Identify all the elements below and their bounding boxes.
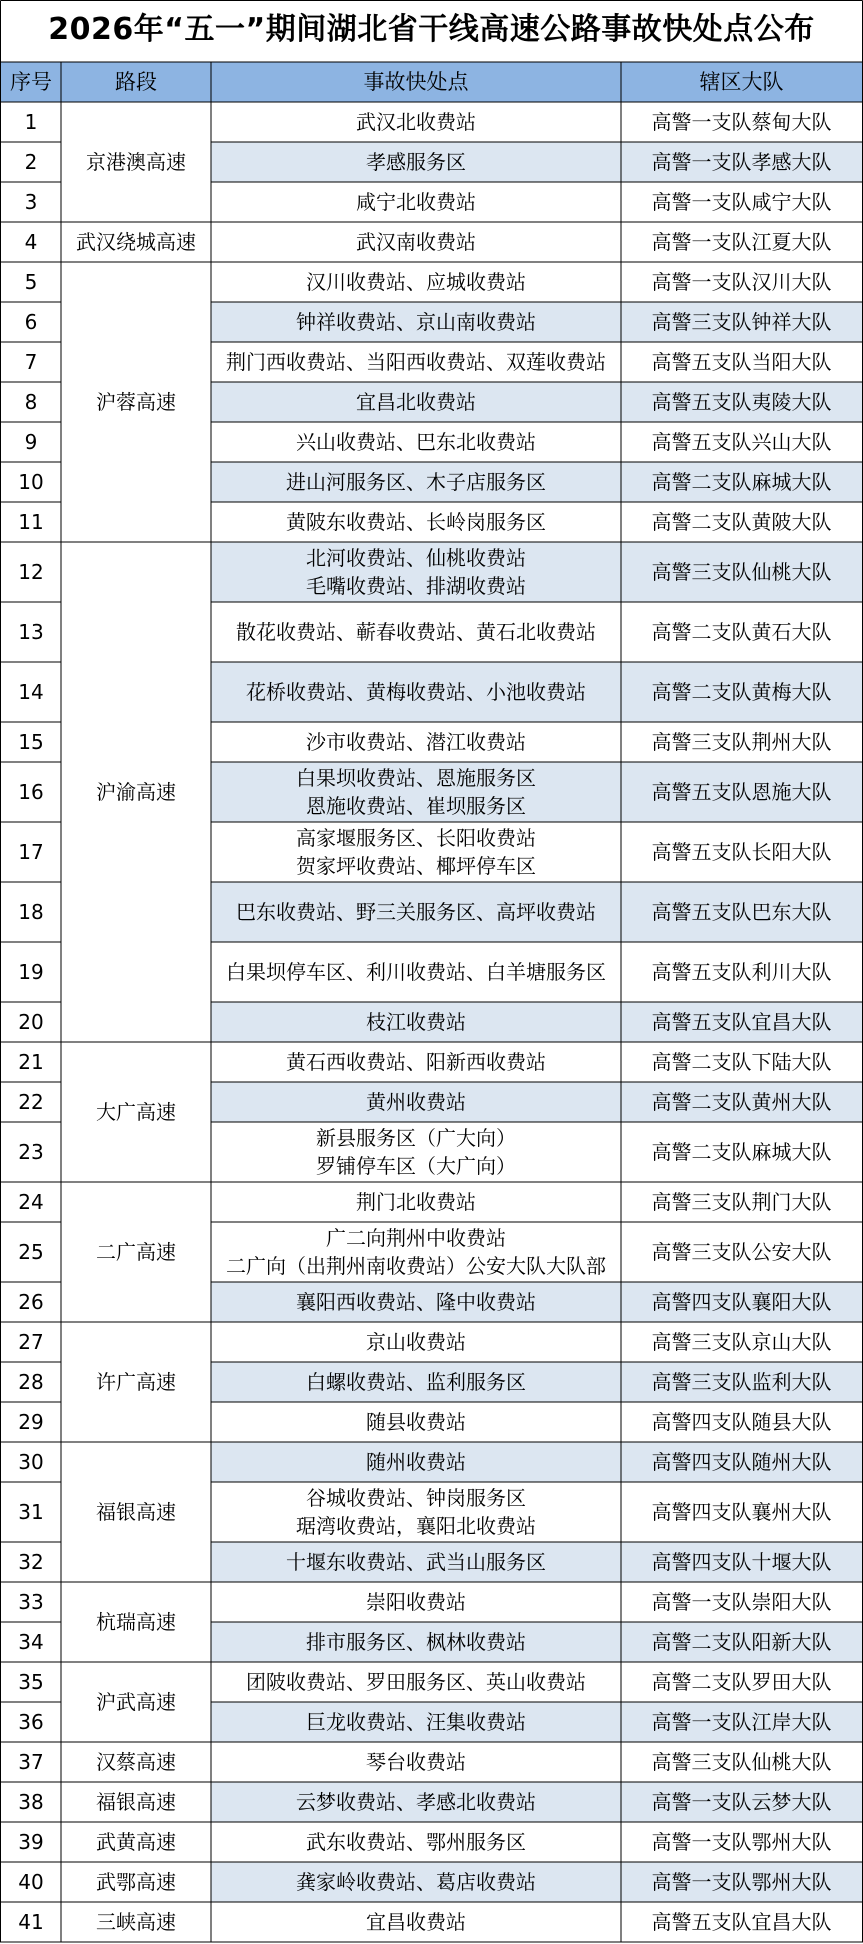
jurisdiction-team: 高警五支队夷陵大队	[621, 382, 862, 422]
accident-point-line: 沙市收费站、潜江收费站	[306, 730, 526, 754]
road-segment: 许广高速	[96, 1370, 176, 1394]
accident-point	[211, 1442, 621, 1482]
accident-point	[211, 1702, 621, 1742]
road-segment: 武汉绕城高速	[76, 230, 196, 254]
accident-point	[211, 422, 621, 462]
accident-point	[211, 722, 621, 762]
accident-point-line: 云梦收费站、孝感北收费站	[296, 1790, 536, 1814]
jurisdiction-team: 高警二支队下陆大队	[651, 1050, 832, 1074]
accident-point-line: 武汉南收费站	[356, 230, 476, 254]
accident-point-line: 随县收费站	[366, 1410, 466, 1434]
road-segment: 福银高速	[96, 1500, 176, 1524]
accident-point-line: 排市服务区、枫林收费站	[306, 1630, 526, 1654]
accident-point	[211, 882, 621, 942]
accident-point-line: 团陂收费站、罗田服务区、英山收费站	[246, 1670, 586, 1694]
accident-point	[211, 942, 621, 1002]
jurisdiction-team: 高警一支队鄂州大队	[621, 1862, 862, 1902]
accident-point-line: 谷城收费站、钟岗服务区	[306, 1486, 526, 1510]
accident-point-line: 巨龙收费站、汪集收费站	[306, 1710, 526, 1734]
road-segment: 武鄂高速	[96, 1870, 176, 1894]
accident-point-line: 恩施收费站、崔坝服务区	[306, 794, 526, 818]
row-number: 29	[18, 1410, 44, 1434]
accident-point	[211, 1182, 621, 1222]
accident-point	[211, 302, 621, 342]
jurisdiction-team: 高警二支队罗田大队	[651, 1670, 832, 1694]
jurisdiction-team: 高警一支队江夏大队	[651, 230, 832, 254]
accident-point	[211, 1042, 621, 1082]
row-number: 16	[18, 780, 44, 804]
accident-point	[211, 762, 621, 822]
road-segment: 三峡高速	[96, 1910, 176, 1934]
row-number: 33	[18, 1590, 44, 1614]
accident-point-line: 白果坝收费站、恩施服务区	[296, 766, 536, 790]
jurisdiction-team: 高警五支队恩施大队	[621, 762, 862, 822]
row-number: 41	[18, 1910, 44, 1934]
row-number: 40	[18, 1870, 44, 1894]
accident-point	[211, 1482, 621, 1542]
accident-point	[211, 102, 621, 142]
row-number: 17	[18, 840, 44, 864]
jurisdiction-team: 高警五支队宜昌大队	[651, 1910, 832, 1934]
accident-point	[211, 502, 621, 542]
row-number: 31	[18, 1500, 44, 1524]
accident-point-line: 进山河服务区、木子店服务区	[286, 470, 546, 494]
road-segment: 汉蔡高速	[96, 1750, 176, 1774]
row-number: 2	[24, 150, 38, 174]
jurisdiction-team: 高警二支队麻城大队	[651, 1140, 832, 1164]
jurisdiction-team: 高警一支队孝感大队	[621, 142, 862, 182]
accident-point-line: 白果坝停车区、利川收费站、白羊塘服务区	[226, 960, 606, 984]
accident-point-line: 龚家岭收费站、葛店收费站	[296, 1870, 536, 1894]
accident-point-line: 钟祥收费站、京山南收费站	[296, 310, 536, 334]
row-number: 11	[18, 510, 44, 534]
accident-point-line: 贺家坪收费站、椰坪停车区	[296, 854, 536, 878]
row-number: 6	[24, 310, 38, 334]
header-road: 路段	[61, 62, 211, 102]
jurisdiction-team: 高警二支队麻城大队	[621, 462, 862, 502]
jurisdiction-team: 高警四支队十堰大队	[621, 1542, 862, 1582]
accident-point	[211, 1122, 621, 1182]
accident-point	[211, 222, 621, 262]
jurisdiction-team: 高警三支队荆州大队	[651, 730, 832, 754]
road-segment: 福银高速	[96, 1790, 176, 1814]
row-number: 20	[18, 1010, 44, 1034]
header-team: 辖区大队	[621, 62, 862, 102]
row-number: 38	[18, 1790, 44, 1814]
accident-point-line: 广二向荆州中收费站	[326, 1226, 506, 1250]
jurisdiction-team: 高警一支队鄂州大队	[651, 1830, 832, 1854]
row-number: 39	[18, 1830, 44, 1854]
jurisdiction-team: 高警五支队宜昌大队	[621, 1002, 862, 1042]
accident-point-line: 十堰东收费站、武当山服务区	[286, 1550, 546, 1574]
road-segment: 杭瑞高速	[96, 1610, 176, 1634]
jurisdiction-team: 高警四支队襄州大队	[651, 1500, 832, 1524]
road-segment: 大广高速	[96, 1100, 176, 1124]
jurisdiction-team: 高警三支队钟祥大队	[621, 302, 862, 342]
header-no: 序号	[1, 62, 61, 102]
row-number: 36	[18, 1710, 44, 1734]
accident-point	[211, 1622, 621, 1662]
accident-point	[211, 182, 621, 222]
row-number: 18	[18, 900, 44, 924]
accident-point	[211, 1582, 621, 1622]
accident-point	[211, 822, 621, 882]
accident-point-line: 宜昌北收费站	[356, 390, 476, 414]
jurisdiction-team: 高警一支队汉川大队	[651, 270, 832, 294]
row-number: 15	[18, 730, 44, 754]
accident-point-line: 黄州收费站	[366, 1090, 466, 1114]
accident-point-line: 枝江收费站	[366, 1010, 466, 1034]
accident-point-line: 琴台收费站	[366, 1750, 466, 1774]
jurisdiction-team: 高警四支队随县大队	[651, 1410, 832, 1434]
accident-point-line: 咸宁北收费站	[356, 190, 476, 214]
page-title: 2026年“五一”期间湖北省干线高速公路事故快处点公布	[48, 12, 815, 47]
row-number: 27	[18, 1330, 44, 1354]
jurisdiction-team: 高警五支队利川大队	[651, 960, 832, 984]
jurisdiction-team: 高警五支队长阳大队	[651, 840, 832, 864]
accident-point-line: 二广向（出荆州南收费站）公安大队大队部	[226, 1254, 606, 1278]
row-number: 23	[18, 1140, 44, 1164]
jurisdiction-team: 高警三支队仙桃大队	[621, 542, 862, 602]
road-segment: 沪蓉高速	[96, 390, 176, 414]
jurisdiction-team: 高警二支队黄梅大队	[621, 662, 862, 722]
row-number: 22	[18, 1090, 44, 1114]
row-number: 7	[24, 350, 38, 374]
row-number: 5	[24, 270, 38, 294]
jurisdiction-team: 高警三支队荆门大队	[651, 1190, 832, 1214]
accident-point-line: 散花收费站、蕲春收费站、黄石北收费站	[236, 620, 596, 644]
jurisdiction-team: 高警四支队随州大队	[621, 1442, 862, 1482]
accident-point-line: 白螺收费站、监利服务区	[306, 1370, 526, 1394]
accident-point-line: 武东收费站、鄂州服务区	[306, 1830, 526, 1854]
accident-point-line: 毛嘴收费站、排湖收费站	[306, 574, 526, 598]
accident-point-line: 随州收费站	[366, 1450, 466, 1474]
row-number: 35	[18, 1670, 44, 1694]
accident-point	[211, 1002, 621, 1042]
accident-point	[211, 1362, 621, 1402]
row-number: 19	[18, 960, 44, 984]
jurisdiction-team: 高警四支队襄阳大队	[621, 1282, 862, 1322]
jurisdiction-team: 高警三支队监利大队	[621, 1362, 862, 1402]
row-number: 14	[18, 680, 44, 704]
accident-point-line: 黄石西收费站、阳新西收费站	[286, 1050, 546, 1074]
accident-point	[211, 1742, 621, 1782]
accident-point-line: 宜昌收费站	[366, 1910, 466, 1934]
accident-point-line: 京山收费站	[366, 1330, 466, 1354]
accident-point-line: 高家堰服务区、长阳收费站	[296, 826, 536, 850]
row-number: 13	[18, 620, 44, 644]
road-segment: 武黄高速	[96, 1830, 176, 1854]
row-number: 9	[24, 430, 38, 454]
jurisdiction-team: 高警三支队仙桃大队	[651, 1750, 832, 1774]
row-number: 24	[18, 1190, 44, 1214]
jurisdiction-team: 高警二支队黄石大队	[651, 620, 832, 644]
accident-point-line: 花桥收费站、黄梅收费站、小池收费站	[246, 680, 586, 704]
accident-point	[211, 1542, 621, 1582]
road-segment: 沪武高速	[96, 1690, 176, 1714]
row-number: 37	[18, 1750, 44, 1774]
jurisdiction-team: 高警一支队崇阳大队	[651, 1590, 832, 1614]
accident-point	[211, 1862, 621, 1902]
accident-point-line: 琚湾收费站，襄阳北收费站	[296, 1514, 536, 1538]
row-number: 4	[24, 230, 38, 254]
accident-point	[211, 602, 621, 662]
row-number: 34	[18, 1630, 44, 1654]
accident-point	[211, 1082, 621, 1122]
row-number: 28	[18, 1370, 44, 1394]
accident-point	[211, 1902, 621, 1942]
road-segment: 京港澳高速	[86, 150, 186, 174]
accident-point-line: 汉川收费站、应城收费站	[306, 270, 526, 294]
accident-point	[211, 1282, 621, 1322]
accident-point-line: 兴山收费站、巴东北收费站	[296, 430, 536, 454]
row-number: 8	[24, 390, 38, 414]
header-location: 事故快处点	[211, 62, 621, 102]
jurisdiction-team: 高警三支队公安大队	[651, 1240, 832, 1264]
road-segment: 二广高速	[96, 1240, 176, 1264]
jurisdiction-team: 高警五支队巴东大队	[621, 882, 862, 942]
accident-point	[211, 1782, 621, 1822]
jurisdiction-team: 高警五支队当阳大队	[651, 350, 832, 374]
row-number: 26	[18, 1290, 44, 1314]
accident-point	[211, 1402, 621, 1442]
jurisdiction-team: 高警一支队咸宁大队	[651, 190, 832, 214]
accident-point	[211, 462, 621, 502]
row-number: 32	[18, 1550, 44, 1574]
jurisdiction-team: 高警二支队黄州大队	[621, 1082, 862, 1122]
row-number: 25	[18, 1240, 44, 1264]
road-segment: 沪渝高速	[96, 780, 176, 804]
accident-point-line: 巴东收费站、野三关服务区、高坪收费站	[236, 900, 596, 924]
jurisdiction-team: 高警一支队江岸大队	[621, 1702, 862, 1742]
jurisdiction-team: 高警五支队兴山大队	[651, 430, 832, 454]
accident-point	[211, 1222, 621, 1282]
accident-point	[211, 662, 621, 722]
jurisdiction-team: 高警一支队蔡甸大队	[651, 110, 832, 134]
accident-point-line: 荆门西收费站、当阳西收费站、双莲收费站	[226, 350, 606, 374]
accident-point	[211, 1822, 621, 1862]
accident-point-line: 北河收费站、仙桃收费站	[306, 546, 526, 570]
accident-point-line: 新县服务区（广大向）	[316, 1126, 516, 1150]
row-number: 10	[18, 470, 44, 494]
row-number: 12	[18, 560, 44, 584]
jurisdiction-team: 高警三支队京山大队	[651, 1330, 832, 1354]
accident-point-line: 崇阳收费站	[366, 1590, 466, 1614]
accident-point-line: 武汉北收费站	[356, 110, 476, 134]
accident-point-line: 襄阳西收费站、隆中收费站	[296, 1290, 536, 1314]
accident-point	[211, 142, 621, 182]
accident-point-line: 孝感服务区	[366, 150, 466, 174]
accident-point	[211, 382, 621, 422]
row-number: 21	[18, 1050, 44, 1074]
jurisdiction-team: 高警二支队阳新大队	[621, 1622, 862, 1662]
row-number: 1	[24, 110, 38, 134]
row-number: 3	[24, 190, 38, 214]
jurisdiction-team: 高警一支队云梦大队	[621, 1782, 862, 1822]
accident-point-line: 罗铺停车区（大广向）	[316, 1154, 516, 1178]
accident-point	[211, 1322, 621, 1362]
jurisdiction-team: 高警二支队黄陂大队	[651, 510, 832, 534]
accident-point	[211, 342, 621, 382]
accident-point	[211, 542, 621, 602]
row-number: 30	[18, 1450, 44, 1474]
accident-point	[211, 1662, 621, 1702]
accident-point	[211, 262, 621, 302]
accident-point-line: 黄陂东收费站、长岭岗服务区	[286, 510, 546, 534]
accident-point-line: 荆门北收费站	[356, 1190, 476, 1214]
